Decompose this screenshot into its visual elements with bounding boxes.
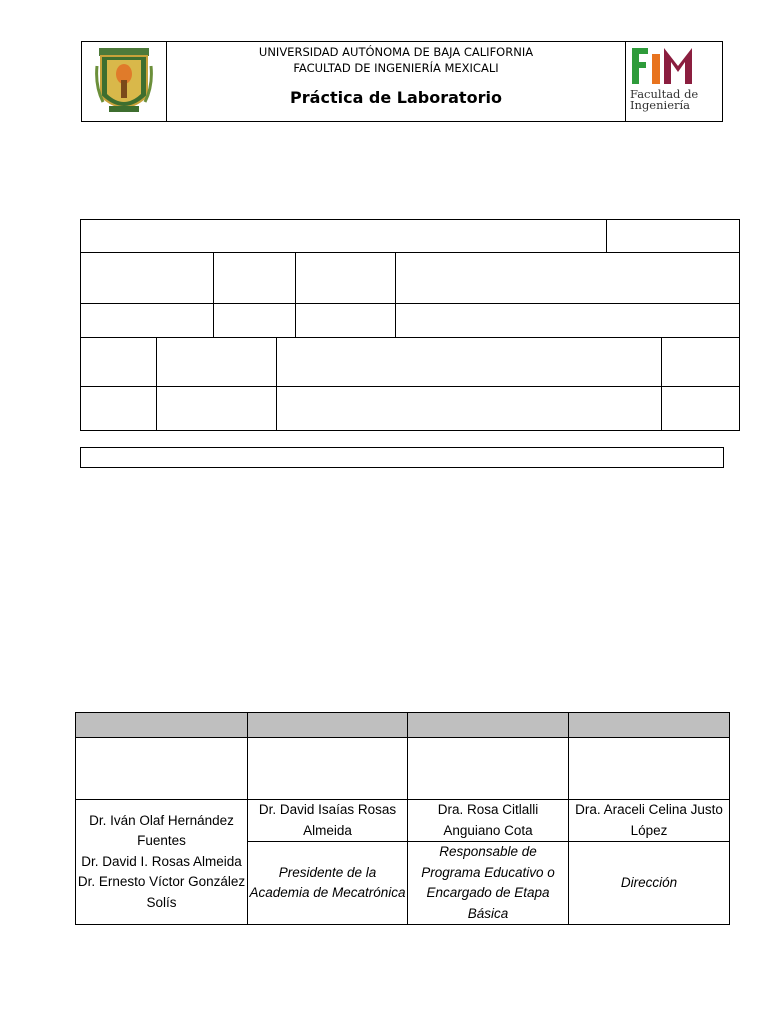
- author-name: Dr. David I. Rosas Almeida: [81, 853, 242, 869]
- signature-space: [408, 738, 569, 800]
- uabc-shield-icon: [95, 46, 153, 118]
- field-cell: [81, 304, 214, 338]
- field-cell: [277, 338, 662, 387]
- field-cell: [396, 304, 740, 338]
- signer-name: Dra. Rosa Citlalli Anguiano Cota: [408, 800, 569, 842]
- header-cell: [76, 713, 248, 738]
- field-cell: [662, 387, 740, 431]
- document-title: Práctica de Laboratorio: [290, 88, 502, 107]
- header-cell: [569, 713, 730, 738]
- field-cell: [396, 253, 740, 304]
- signer-role: Responsable de Programa Educativo o Encargado de Etapa Básica: [408, 842, 569, 925]
- signer-role: Dirección: [569, 842, 730, 925]
- field-cell: [296, 253, 396, 304]
- signature-table: [75, 712, 730, 925]
- uabc-logo: [82, 42, 167, 121]
- document-header: [81, 41, 723, 122]
- author-name: Dr. Ernesto Víctor González Solís: [77, 874, 246, 910]
- field-cell: [214, 253, 296, 304]
- signature-space: [248, 738, 408, 800]
- field-cell: [81, 253, 214, 304]
- signer-name: Dra. Araceli Celina Justo López: [569, 800, 730, 842]
- field-cell: [277, 387, 662, 431]
- faculty-name: FACULTAD DE INGENIERÍA MEXICALI: [293, 61, 499, 75]
- signature-space: [569, 738, 730, 800]
- fim-caption: Facultad de Ingeniería: [630, 87, 699, 112]
- single-line-field: [80, 447, 724, 468]
- signer-name: Dr. David Isaías Rosas Almeida: [248, 800, 408, 842]
- field-cell: [81, 220, 607, 253]
- signature-space: [76, 738, 248, 800]
- fim-logo: [625, 42, 722, 121]
- university-name: UNIVERSIDAD AUTÓNOMA DE BAJA CALIFORNIA: [258, 45, 534, 59]
- authors-cell: [76, 800, 248, 925]
- fim-logo-icon: [630, 44, 710, 90]
- field-cell: [214, 304, 296, 338]
- author-name: Dr. Iván Olaf Hernández Fuentes: [89, 812, 234, 849]
- info-table-top: [80, 219, 740, 338]
- field-cell: [157, 387, 277, 431]
- field-cell: [296, 304, 396, 338]
- field-cell: [81, 387, 157, 431]
- field-cell: [607, 220, 740, 253]
- header-title-block: [167, 42, 625, 121]
- header-cell: [248, 713, 408, 738]
- field-cell: [662, 338, 740, 387]
- header-cell: [408, 713, 569, 738]
- info-table-bottom: [80, 337, 740, 431]
- signer-role: Presidente de la Academia de Mecatrónica: [248, 842, 408, 925]
- field-cell: [81, 338, 157, 387]
- field-cell: [157, 338, 277, 387]
